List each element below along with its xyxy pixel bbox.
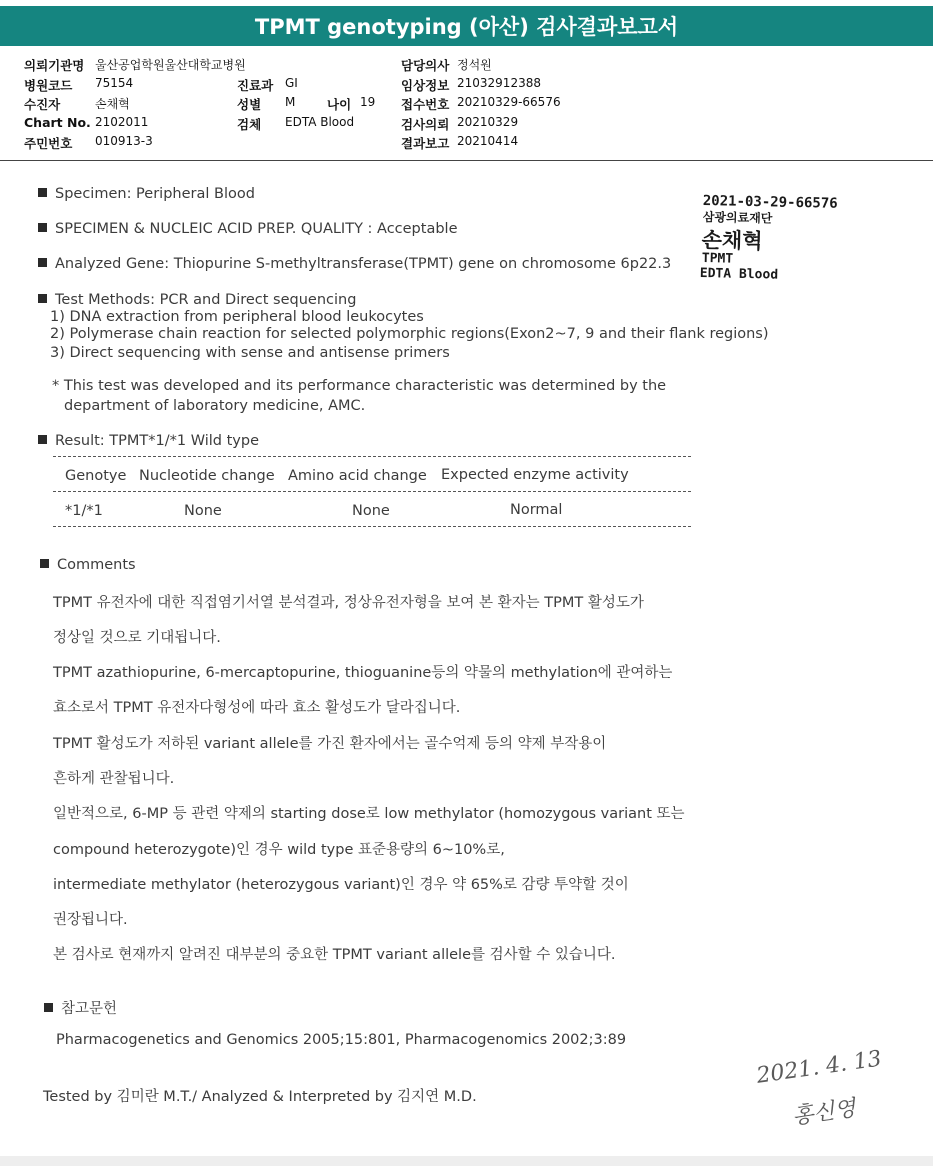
gene-text: Analyzed Gene: Thiopurine S-methyltransferase(TPMT) gene on chromosome 6p22.3 [55,256,672,272]
comments-title: Comments [57,557,136,573]
stamp-sample: EDTA Blood [699,266,779,283]
table-header-enzyme: Expected enzyme activity [441,467,629,483]
gene-section [38,256,671,272]
methods-title: Test Methods: PCR and Direct sequencing [55,292,357,308]
table-cell-nucleotide: None [184,503,222,519]
handwritten-signature: 홍신영 [790,1096,858,1130]
method-item: 2) Polymerase chain reaction for selected polymorphic regions(Exon2~7, 9 and their flank regions) [50,326,769,342]
request-date-label: 검사의뢰 [401,117,450,132]
report-title: TPMT genotyping (아산) 검사결과보고서 [0,6,933,46]
sex-label: 성별 [237,97,262,112]
comment-line: compound heterozygote)인 경우 wild type 표준용량의 6~10%로, [53,842,505,858]
signoff-text: Tested by 김미란 M.T./ Analyzed & Interpreted by 김지연 M.D. [43,1089,477,1105]
stamp-test: TPMT [701,251,734,267]
method-item: 1) DNA extraction from peripheral blood leukocytes [50,309,424,325]
validation-note-line2: department of laboratory medicine, AMC. [64,398,366,414]
clinical-info-label: 임상정보 [401,78,450,93]
bullet-square-icon [38,188,47,197]
table-divider [53,526,691,527]
receipt-no-value: 20210329-66576 [457,95,561,109]
stamp-org: 삼광의료재단 [702,209,773,226]
report-date-label: 결과보고 [401,136,450,151]
comment-line: 효소로서 TPMT 유전자다형성에 따라 효소 활성도가 달라집니다. [53,700,461,716]
references-text: Pharmacogenetics and Genomics 2005;15:801, Pharmacogenomics 2002;3:89 [56,1032,627,1048]
comment-line: 본 검사로 현재까지 알려진 대부분의 중요한 TPMT variant allele를 검사할 수 있습니다. [53,947,616,963]
comment-line: 일반적으로, 6-MP 등 관련 약제의 starting dose로 low methylator (homozygous variant 또는 [53,806,685,822]
table-header-nucleotide: Nucleotide change [139,468,275,484]
doctor-label: 담당의사 [401,58,450,73]
bullet-square-icon [38,435,47,444]
comments-section [40,557,136,573]
method-item: 3) Direct sequencing with sense and antisense primers [50,345,450,361]
report-date-value: 20210414 [457,134,519,148]
recipient-value: 손채혁 [95,97,130,111]
chart-no-label: Chart No. [24,115,91,130]
doctor-value: 정석원 [457,58,492,72]
department-label: 진료과 [237,78,274,93]
references-section [44,997,117,1018]
comment-line: 흔하게 관찰됩니다. [53,771,175,787]
institution-value: 울산공업학원울산대학교병원 [95,58,246,72]
hospital-code-value: 75154 [95,76,134,90]
comment-line: intermediate methylator (heterozygous variant)인 경우 약 65%로 감량 투약할 것이 [53,877,629,893]
handwritten-date: 2021. 4. 13 [755,1046,884,1089]
page-bottom-strip [0,1156,933,1166]
receipt-no-label: 접수번호 [401,97,450,112]
resident-no-value: 010913-3 [95,134,153,148]
institution-label: 의뢰기관명 [24,58,85,73]
request-date-value: 20210329 [457,115,519,129]
stamp-id: 2021-03-29-66576 [702,193,838,212]
table-divider [53,491,691,492]
resident-no-label: 주민번호 [24,136,73,151]
quality-text: SPECIMEN & NUCLEIC ACID PREP. QUALITY : Acceptable [55,221,458,237]
table-header-genotype: Genotye [65,468,127,484]
bullet-square-icon [44,1003,53,1012]
age-value: 19 [360,95,376,109]
bullet-square-icon [38,294,47,303]
specimen-label: 검체 [237,117,262,132]
chart-no-value: 2102011 [95,115,149,129]
comment-line: 권장됩니다. [53,912,128,928]
bullet-square-icon [40,559,49,568]
table-cell-amino-acid: None [352,503,390,519]
table-cell-enzyme: Normal [510,502,563,518]
comment-line: TPMT 유전자에 대한 직접염기서열 분석결과, 정상유전자형을 보여 본 환자는 TPMT 활성도가 [53,595,644,611]
comment-line: 정상일 것으로 기대됩니다. [53,630,221,646]
result-section [38,433,259,449]
department-value: GI [285,76,298,90]
header-divider [0,160,933,161]
references-title: 참고문헌 [61,1001,118,1017]
table-header-amino-acid: Amino acid change [288,468,427,484]
bullet-square-icon [38,258,47,267]
methods-section [38,292,356,308]
validation-note-line1: * This test was developed and its performance characteristic was determined by the [52,378,667,394]
specimen-text: Specimen: Peripheral Blood [55,186,255,202]
comment-line: TPMT azathiopurine, 6-mercaptopurine, thioguanine등의 약물의 methylation에 관여하는 [53,665,673,681]
result-text: Result: TPMT*1/*1 Wild type [55,433,259,449]
age-label: 나이 [327,97,352,112]
specimen-section [38,186,255,202]
table-divider [53,456,691,457]
clinical-info-value: 21032912388 [457,76,541,90]
table-cell-genotype: *1/*1 [65,503,103,519]
recipient-label: 수진자 [24,97,61,112]
comment-line: TPMT 활성도가 저하된 variant allele를 가진 환자에서는 골수억제 등의 약제 부작용이 [53,736,607,752]
quality-section [38,221,458,237]
hospital-code-label: 병원코드 [24,78,73,93]
bullet-square-icon [38,223,47,232]
specimen-value: EDTA Blood [285,115,355,129]
sex-value: M [285,95,296,109]
stamp-name: 손채혁 [701,227,763,254]
